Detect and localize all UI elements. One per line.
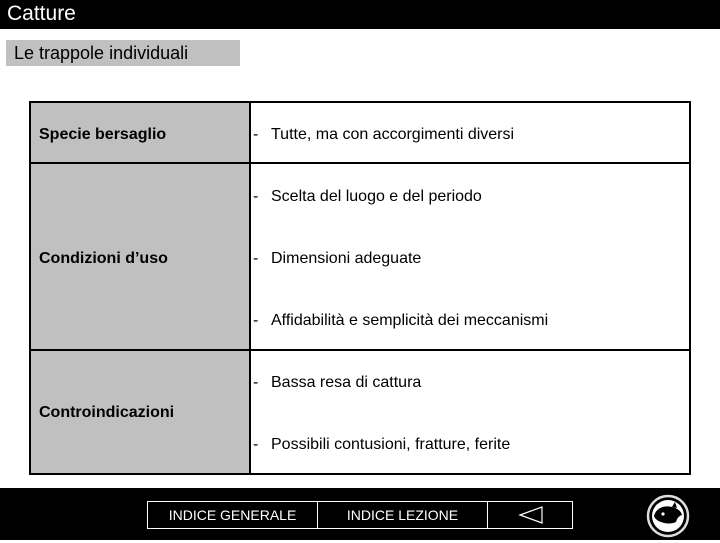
bullet-item: [253, 435, 510, 455]
indice-generale-button[interactable]: INDICE GENERALE: [147, 501, 318, 529]
indice-lezione-button[interactable]: INDICE LEZIONE: [317, 501, 488, 529]
bullet-lead: Tutte: [271, 126, 307, 143]
row-label-condizioni: Condizioni d’uso: [39, 250, 168, 267]
row-label-controindicazioni: Controindicazioni: [39, 404, 175, 421]
bullet-text: Scelta del luogo e del periodo: [271, 188, 482, 205]
animal-logo-icon[interactable]: [646, 494, 690, 538]
row-divider: [31, 349, 689, 351]
triangle-left-icon: [518, 505, 544, 525]
bullet-text: , ma con accorgimenti diversi: [306, 126, 515, 143]
bullet-dash: -: [253, 436, 259, 453]
bullet-text: Possibili contusioni, fratture, ferite: [271, 436, 511, 453]
bullet-item: [253, 373, 421, 393]
row-divider: [31, 162, 689, 164]
bullet-item: [253, 187, 482, 207]
bullet-dash: -: [253, 312, 259, 329]
bullet-text: Dimensioni adeguate: [271, 250, 422, 267]
bullet-dash: -: [253, 374, 259, 391]
bullet-dash: -: [253, 188, 259, 205]
bullet-item: [253, 125, 514, 145]
bullet-text: Bassa resa di cattura: [271, 374, 422, 391]
row-label-specie: Specie bersaglio: [39, 126, 167, 143]
navigation-bar: [0, 488, 720, 540]
back-button[interactable]: [487, 501, 573, 529]
bullet-item: [253, 249, 421, 269]
bullet-dash: -: [253, 250, 259, 267]
info-table: [29, 101, 691, 475]
bullet-text: Affidabilità e semplicità dei meccanismi: [271, 312, 549, 329]
section-subtitle: Le trappole individuali: [6, 40, 240, 66]
bullet-item: [253, 311, 548, 331]
title-bar: [0, 0, 720, 29]
bullet-dash: -: [253, 126, 259, 143]
page-title: Catture: [7, 2, 76, 25]
